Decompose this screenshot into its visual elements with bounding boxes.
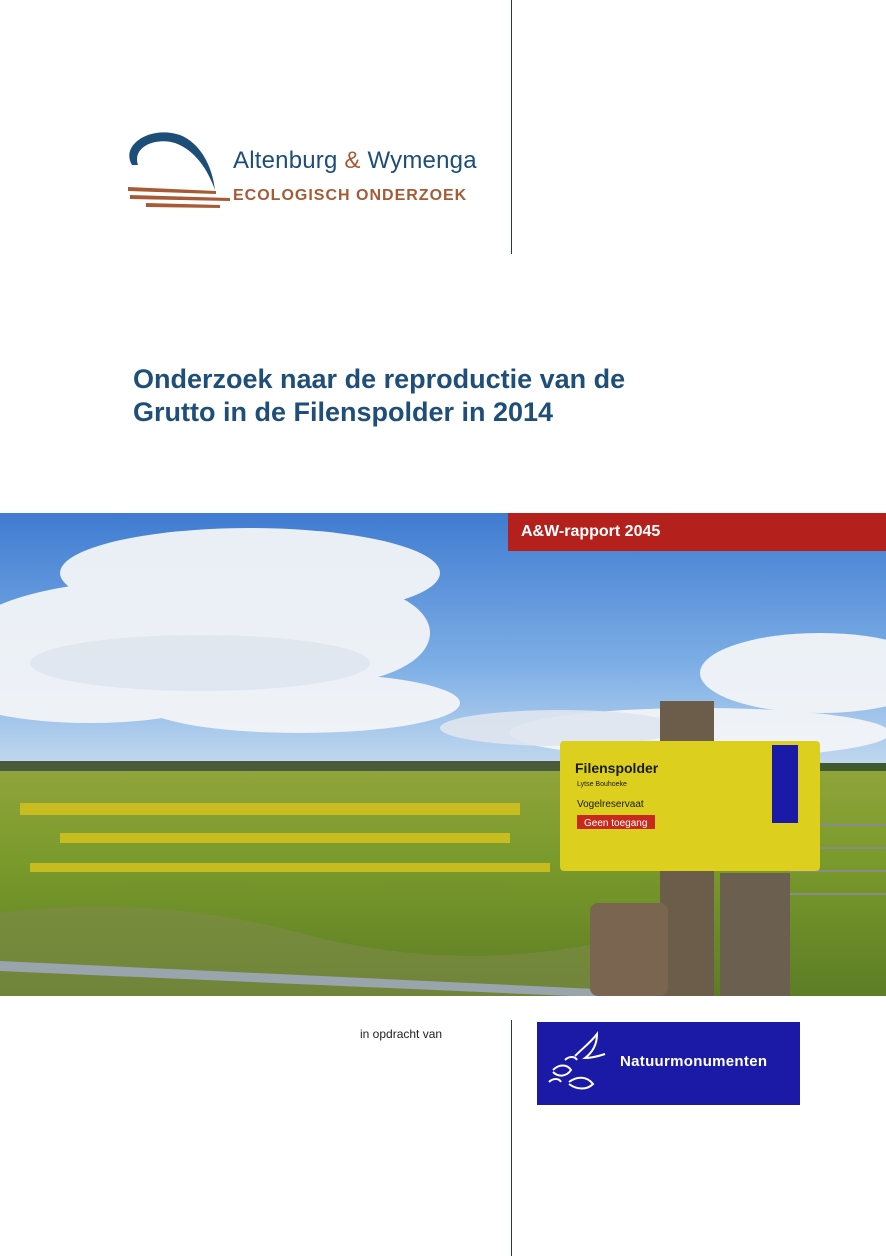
commission-label: in opdracht van [360, 1027, 443, 1041]
cover-photo [0, 513, 886, 996]
sign-warning: Geen toegang [584, 818, 648, 829]
divider-line-bottom [511, 1020, 512, 1256]
sign-reserve: Vogelreservaat [577, 799, 644, 810]
altenburg-wymenga-logo [120, 125, 520, 225]
birds-fish-icon [545, 1030, 615, 1098]
client-name: Natuurmonumenten [620, 1053, 768, 1070]
sign-subname: Lytse Bouhoeke [577, 781, 627, 788]
report-number: A&W-rapport 2045 [521, 523, 661, 540]
company-subtitle: ECOLOGISCH ONDERZOEK [233, 187, 468, 204]
company-name-part2: Wymenga [367, 147, 477, 174]
company-name [233, 147, 477, 175]
company-name-part1: Altenburg [233, 147, 338, 174]
sign-name: Filenspolder [575, 760, 659, 776]
company-name-ampersand: & [344, 147, 361, 174]
natuurmonumenten-logo [537, 1022, 800, 1105]
swoosh-logo-icon [120, 125, 235, 217]
report-title-line-1: Onderzoek naar de reproductie van de [133, 364, 626, 394]
report-number-bar [508, 513, 886, 551]
report-title [133, 363, 813, 429]
report-title-line-2: Grutto in de Filenspolder in 2014 [133, 397, 554, 427]
